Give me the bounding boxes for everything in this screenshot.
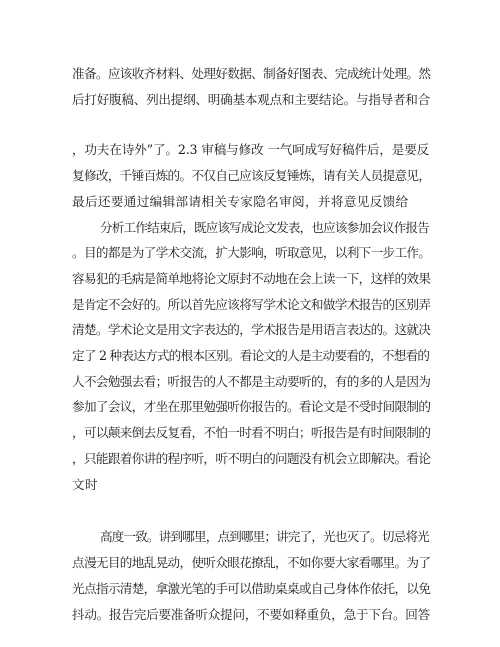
text-line: ，功夫在诗外”了。2.3 审稿与修改 一气呵成写好稿件后，是要反	[72, 142, 430, 157]
text-line: ，只能跟着你讲的程序听，听不明白的问题没有机会立即解决。看论	[72, 451, 431, 466]
text-line: 是肯定不会好的。所以首先应该将写学术论文和做学术报告的区别弄	[72, 297, 431, 312]
text-line: 人不会勉强去看；听报告的人不都是主动要听的，有的多的人是因为	[72, 374, 431, 389]
text-line: 抖动。报告完后要准备听众提问，不要如释重负，急于下台。回答	[72, 607, 430, 622]
text-line: 最后还要通过编辑部请相关专家隐名审阅，并将意见反馈给	[72, 194, 409, 209]
text-line: 清楚。学术论文是用文字表达的，学术报告是用语言表达的。这就决	[72, 322, 431, 337]
text-line: 点漫无目的地乱晃动，使听众眼花撩乱，不如你要大家看哪里。为了	[72, 555, 431, 570]
text-line: 高度一致。讲到哪里，点到哪里；讲完了，光也灭了。切忌将光	[100, 529, 429, 544]
text-line: 参加了会议，才坐在那里勉强听你报告的。看论文是不受时间限制的	[72, 399, 431, 414]
text-line: 准备。应该收齐材料、处理好数据、制备好图表、完成统计处理。然	[72, 66, 431, 81]
text-line: 容易犯的毛病是简单地将论文原封不动地在会上读一下，这样的效果	[72, 271, 431, 286]
text-line: 定了 2 种表达方式的根本区别。看论文的人是主动要看的，不想看的	[72, 348, 430, 363]
text-line: 光点指示清楚，拿激光笔的手可以借助桌桌或自己身体作依托，以免	[72, 581, 431, 596]
text-line: 后打好腹稿、列出提纲、明确基本观点和主要结论。与指导者和合	[72, 92, 430, 107]
text-line: ，可以颠来倒去反复看，不怕一时看不明白；听报告是有时间限制的	[72, 425, 431, 440]
text-line: 文时	[72, 477, 98, 492]
text-line: 分析工作结束后，既应该写成论文发表，也应该参加会议作报告	[100, 220, 429, 235]
text-line: 。目的都是为了学术交流，扩大影响，听取意见，以利下一步工作。	[72, 245, 431, 260]
text-line: 复修改，千锤百炼的。不仅自己应该反复锤炼，请有关人员提意见，	[72, 168, 431, 183]
